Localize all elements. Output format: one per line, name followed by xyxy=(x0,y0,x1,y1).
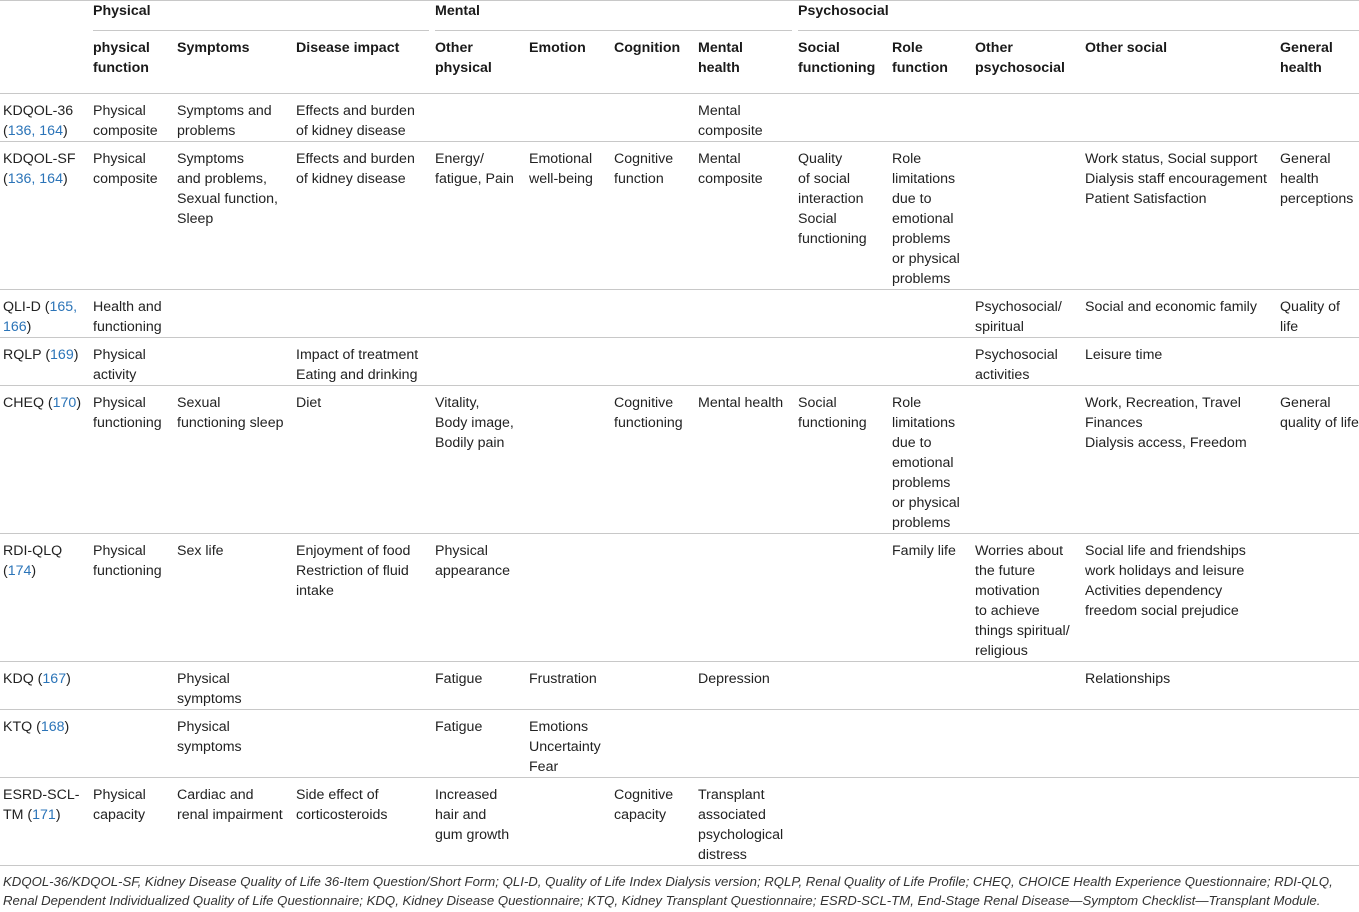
table-cell: Cardiac and renal impairment xyxy=(171,778,290,866)
table-cell xyxy=(792,290,886,338)
table-cell xyxy=(886,290,969,338)
table-cell: Emotions Uncertainty Fear xyxy=(523,710,608,778)
column-header: physical function xyxy=(87,38,171,94)
table-cell xyxy=(1274,534,1359,662)
table-row xyxy=(0,778,1359,866)
table-cell: Quality of social interaction Social functioning xyxy=(792,142,886,290)
table-cell: Sexual functioning sleep xyxy=(171,386,290,534)
table-cell: Leisure time xyxy=(1079,338,1274,386)
column-header: Emotion xyxy=(523,38,608,94)
table-cell: Fatigue xyxy=(429,710,523,778)
reference-link[interactable]: 165, 166 xyxy=(3,299,78,335)
table-cell: Family life xyxy=(886,534,969,662)
column-header: Disease impact xyxy=(290,38,429,94)
table-cell: Role limitations due to emotional problems or physical problems xyxy=(886,386,969,534)
table-cell xyxy=(792,534,886,662)
instrument-name-suffix: ) xyxy=(76,395,82,411)
table-cell: Cognitive capacity xyxy=(608,778,692,866)
table-cell xyxy=(523,290,608,338)
table-cell: Enjoyment of food Restriction of fluid intake xyxy=(290,534,429,662)
table-cell: Physical symptoms xyxy=(171,710,290,778)
instrument-name: KDQOL-SF ( xyxy=(3,151,76,187)
column-header: Other social xyxy=(1079,38,1274,94)
table-cell xyxy=(969,662,1079,710)
reference-link[interactable]: 171 xyxy=(32,807,56,823)
table-cell: Increased hair and gum growth xyxy=(429,778,523,866)
table-cell xyxy=(523,94,608,142)
table-cell: Energy/ fatigue, Pain xyxy=(429,142,523,290)
subheader-row xyxy=(0,38,1359,94)
table-cell xyxy=(608,338,692,386)
table-cell xyxy=(608,534,692,662)
reference-link[interactable]: 167 xyxy=(42,671,67,687)
instrument-name-cell xyxy=(0,386,87,534)
table-cell: Effects and burden of kidney disease xyxy=(290,142,429,290)
table-cell: Effects and burden of kidney disease xyxy=(290,94,429,142)
instrument-name-cell xyxy=(0,778,87,866)
instrument-name-suffix: ) xyxy=(55,807,61,823)
table-cell xyxy=(1079,94,1274,142)
table-cell: Transplant associated psychological distress xyxy=(692,778,792,866)
column-header: General health xyxy=(1274,38,1359,94)
table-cell xyxy=(692,534,792,662)
table-cell: Quality of life xyxy=(1274,290,1359,338)
table-row xyxy=(0,142,1359,290)
group-header-mental xyxy=(429,1,792,39)
table-cell xyxy=(429,290,523,338)
table-cell: Social functioning xyxy=(792,386,886,534)
table-row xyxy=(0,386,1359,534)
table-cell xyxy=(1274,338,1359,386)
table-cell xyxy=(171,338,290,386)
table-row xyxy=(0,662,1359,710)
table-cell: Physical symptoms xyxy=(171,662,290,710)
reference-link[interactable]: 170 xyxy=(52,395,77,411)
instrument-name: KDQ ( xyxy=(3,671,43,687)
instrument-name-cell xyxy=(0,338,87,386)
table-cell: General health perceptions xyxy=(1274,142,1359,290)
instrument-name-suffix: ) xyxy=(64,719,70,735)
table-cell xyxy=(608,662,692,710)
instrument-name-suffix: ) xyxy=(31,563,37,579)
instrument-name-cell xyxy=(0,290,87,338)
table-cell xyxy=(886,662,969,710)
table-cell xyxy=(969,778,1079,866)
reference-link[interactable]: 174 xyxy=(7,563,32,579)
instrument-name: CHEQ ( xyxy=(3,395,53,411)
table-cell: Depression xyxy=(692,662,792,710)
table-cell xyxy=(969,142,1079,290)
instrument-name-cell xyxy=(0,94,87,142)
table-cell xyxy=(692,710,792,778)
table-cell xyxy=(969,94,1079,142)
table-cell xyxy=(969,386,1079,534)
table-cell: Mental composite xyxy=(692,142,792,290)
table-cell: Role limitations due to emotional problems or physical problems xyxy=(886,142,969,290)
instrument-name: KDQOL-36 ( xyxy=(3,103,74,139)
table-cell: Relationships xyxy=(1079,662,1274,710)
reference-link[interactable]: 168 xyxy=(40,719,65,735)
table-cell xyxy=(171,290,290,338)
table-cell xyxy=(608,710,692,778)
column-header: Cognition xyxy=(608,38,692,94)
table-cell: Psychosocial activities xyxy=(969,338,1079,386)
column-header: Mental health xyxy=(692,38,792,94)
table-row xyxy=(0,290,1359,338)
table-cell xyxy=(290,290,429,338)
table-cell: Physical capacity xyxy=(87,778,171,866)
table-cell: Physical appearance xyxy=(429,534,523,662)
table-cell xyxy=(792,778,886,866)
instrument-name: QLI-D ( xyxy=(3,299,50,315)
table-cell: Physical composite xyxy=(87,142,171,290)
instrument-name-suffix: ) xyxy=(26,319,32,335)
table-cell: Physical functioning xyxy=(87,534,171,662)
table-cell xyxy=(886,778,969,866)
group-header-physical xyxy=(87,1,429,39)
table-cell xyxy=(1274,662,1359,710)
table-cell: Diet xyxy=(290,386,429,534)
table-cell xyxy=(692,290,792,338)
table-cell: Sex life xyxy=(171,534,290,662)
table-cell xyxy=(886,94,969,142)
table-cell: General quality of life xyxy=(1274,386,1359,534)
table-cell xyxy=(87,710,171,778)
column-header: Role function xyxy=(886,38,969,94)
table-cell xyxy=(1079,710,1274,778)
table-cell: Cognitive function xyxy=(608,142,692,290)
instrument-name: ESRD-SCL- TM ( xyxy=(3,787,80,823)
table-cell xyxy=(429,338,523,386)
group-header-blank xyxy=(0,1,87,39)
table-cell: Emotional well-being xyxy=(523,142,608,290)
table-cell xyxy=(886,710,969,778)
table-cell: Work status, Social support Dialysis staff encouragement Patient Satisfaction xyxy=(1079,142,1274,290)
table-row xyxy=(0,534,1359,662)
table-cell: Worries about the future motivation to achieve things spiritual/ religious xyxy=(969,534,1079,662)
table-cell xyxy=(1079,778,1274,866)
table-cell xyxy=(523,386,608,534)
table-cell: Fatigue xyxy=(429,662,523,710)
table-cell: Cognitive functioning xyxy=(608,386,692,534)
instrument-name-cell xyxy=(0,534,87,662)
instrument-name-cell xyxy=(0,710,87,778)
group-label-psychosocial: Psychosocial xyxy=(798,1,1359,31)
instrument-name-suffix: ) xyxy=(73,347,79,363)
group-label-mental: Mental xyxy=(435,1,792,31)
table-cell xyxy=(523,778,608,866)
table-cell: Mental composite xyxy=(692,94,792,142)
table-cell: Impact of treatment Eating and drinking xyxy=(290,338,429,386)
instrument-name: KTQ ( xyxy=(3,719,41,735)
table-cell: Physical composite xyxy=(87,94,171,142)
table-cell xyxy=(886,338,969,386)
table-cell: Frustration xyxy=(523,662,608,710)
table-cell xyxy=(290,710,429,778)
instrument-name-suffix: ) xyxy=(66,671,71,687)
table-cell xyxy=(608,94,692,142)
table-cell xyxy=(523,338,608,386)
instrument-name: RDI-QLQ ( xyxy=(3,543,63,579)
column-header: Other physical xyxy=(429,38,523,94)
reference-link[interactable]: 136, 164 xyxy=(7,171,63,187)
table-cell xyxy=(792,662,886,710)
table-cell xyxy=(608,290,692,338)
reference-link[interactable]: 136, 164 xyxy=(7,123,63,139)
table-cell: Psychosocial/ spiritual xyxy=(969,290,1079,338)
table-cell: Symptoms and problems xyxy=(171,94,290,142)
table-cell: Mental health xyxy=(692,386,792,534)
table-cell xyxy=(523,534,608,662)
table-cell: Work, Recreation, Travel Finances Dialysis access, Freedom xyxy=(1079,386,1274,534)
table-cell xyxy=(290,662,429,710)
table-cell: Vitality, Body image, Bodily pain xyxy=(429,386,523,534)
table-cell xyxy=(792,94,886,142)
table-cell xyxy=(1274,710,1359,778)
instrument-name-suffix: ) xyxy=(62,123,68,139)
table-cell xyxy=(87,662,171,710)
group-header-row xyxy=(0,1,1359,39)
reference-link[interactable]: 169 xyxy=(50,347,74,363)
table-cell xyxy=(1274,778,1359,866)
table-cell: Symptoms and problems, Sexual function, Sleep xyxy=(171,142,290,290)
table-row xyxy=(0,710,1359,778)
table-cell xyxy=(429,94,523,142)
table-footnote: KDQOL-36/KDQOL-SF, Kidney Disease Quality of Life 36-Item Question/Short Form; QLI-D, Quality of Life Index Dialysis version; RQLP, Renal Quality of Life Profile; CHEQ, CHOICE Health Experience Questionnaire; RDI-QLQ, Renal Dependent Individualized Quality of Life Questionnaire; KDQ, Kidney Disease Questionnaire; KTQ, Kidney Transplant Questionnaire; ESRD-SCL-TM, End-Stage Renal Disease—Symptom Checklist—Transplant Module. xyxy=(3,874,1333,908)
table-cell: Health and functioning xyxy=(87,290,171,338)
table-cell xyxy=(792,710,886,778)
table-cell xyxy=(969,710,1079,778)
table-body xyxy=(0,94,1359,866)
instrument-name-cell xyxy=(0,142,87,290)
table-cell xyxy=(792,338,886,386)
table-cell: Physical activity xyxy=(87,338,171,386)
instrument-name: RQLP ( xyxy=(3,347,51,363)
column-header: Other psychosocial xyxy=(969,38,1079,94)
table-cell: Social life and friendships work holidays and leisure Activities dependency freedom social prejudice xyxy=(1079,534,1274,662)
group-header-psychosocial xyxy=(792,1,1359,39)
table-cell: Side effect of corticosteroids xyxy=(290,778,429,866)
table-cell: Social and economic family xyxy=(1079,290,1274,338)
column-header xyxy=(0,38,87,94)
column-header: Social functioning xyxy=(792,38,886,94)
table-row xyxy=(0,338,1359,386)
table-cell xyxy=(692,338,792,386)
instrument-name-suffix: ) xyxy=(62,171,68,187)
table-cell: Physical functioning xyxy=(87,386,171,534)
table-row xyxy=(0,94,1359,142)
column-header: Symptoms xyxy=(171,38,290,94)
table-cell xyxy=(1274,94,1359,142)
group-label-physical: Physical xyxy=(93,1,429,31)
instrument-name-cell xyxy=(0,662,87,710)
